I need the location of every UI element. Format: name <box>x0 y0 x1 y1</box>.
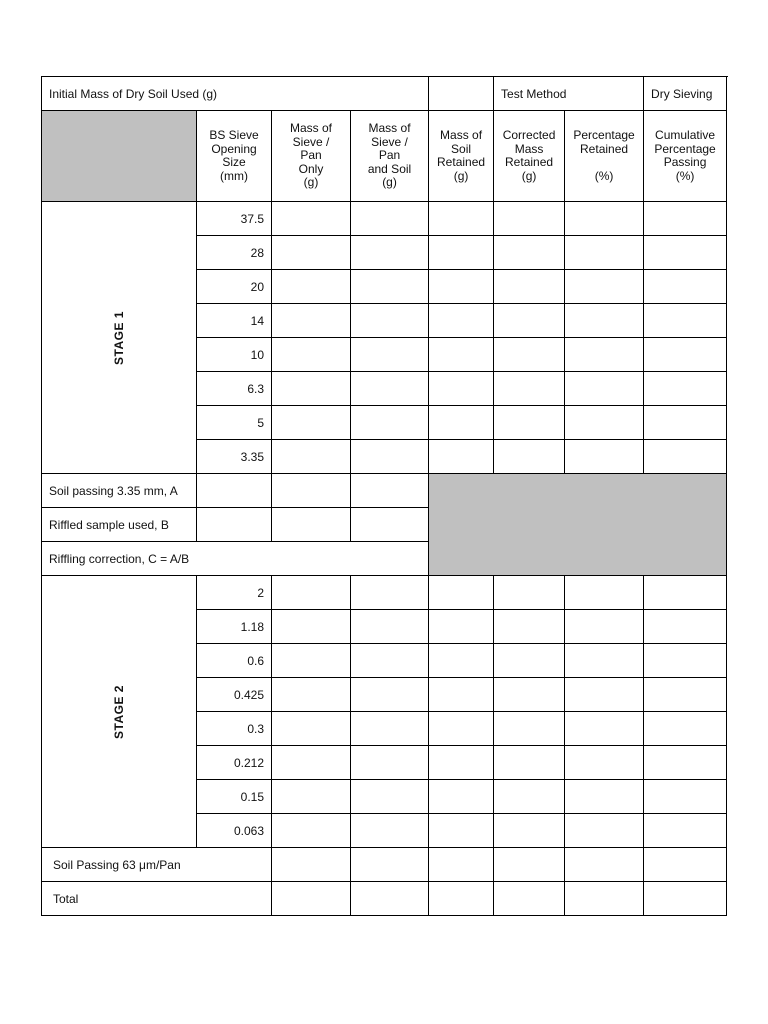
header-line: Cumulative <box>655 128 716 142</box>
entry-cell[interactable] <box>351 678 429 712</box>
entry-cell[interactable] <box>272 270 351 304</box>
header-line: Pan <box>378 148 401 163</box>
header-cum-pct-passing <box>644 111 727 202</box>
entry-cell[interactable] <box>351 338 429 372</box>
entry-cell[interactable] <box>351 304 429 338</box>
entry-cell[interactable] <box>565 678 644 712</box>
sieve-analysis-table <box>41 76 727 916</box>
header-line: Percentage <box>573 128 635 142</box>
header-line: (%) <box>675 168 695 183</box>
sieve-size-cell: 0.15 <box>197 780 272 814</box>
entry-cell[interactable] <box>429 780 494 814</box>
entry-cell[interactable] <box>644 882 727 916</box>
entry-cell[interactable] <box>351 848 429 882</box>
entry-cell[interactable] <box>197 474 272 508</box>
header-line: Size <box>222 155 246 169</box>
entry-cell[interactable] <box>429 338 494 372</box>
header-line: and Soil <box>367 161 412 176</box>
entry-cell[interactable] <box>494 406 565 440</box>
entry-cell[interactable] <box>494 644 565 678</box>
entry-cell[interactable] <box>644 372 727 406</box>
entry-cell[interactable] <box>351 474 429 508</box>
header-line: Mass of <box>289 121 332 136</box>
stage-1-label: STAGE 1 <box>112 310 126 365</box>
sieve-row <box>42 202 727 236</box>
header-mass-sieve-soil <box>351 111 429 202</box>
sieve-size-cell: 0.063 <box>197 814 272 848</box>
entry-cell[interactable] <box>429 236 494 270</box>
sieve-size-cell: 0.425 <box>197 678 272 712</box>
header-line: (mm) <box>220 168 248 183</box>
entry-cell[interactable] <box>494 576 565 610</box>
entry-cell[interactable] <box>429 304 494 338</box>
entry-cell[interactable] <box>429 882 494 916</box>
entry-cell[interactable] <box>351 712 429 746</box>
sieve-size-cell: 2 <box>197 576 272 610</box>
header-line: Retained <box>437 155 486 169</box>
entry-cell[interactable] <box>565 236 644 270</box>
entry-cell[interactable] <box>429 406 494 440</box>
header-line: Only <box>298 161 324 176</box>
entry-cell[interactable] <box>644 780 727 814</box>
entry-cell[interactable] <box>494 372 565 406</box>
entry-cell[interactable] <box>351 202 429 236</box>
entry-cell[interactable] <box>565 644 644 678</box>
header-blank-cell <box>42 111 197 202</box>
initial-mass-label: Initial Mass of Dry Soil Used (g) <box>42 77 429 111</box>
header-pct-retained <box>565 111 644 202</box>
sieve-size-cell: 0.212 <box>197 746 272 780</box>
sieve-size-cell: 5 <box>197 406 272 440</box>
soil-passing-label: Soil passing 3.35 mm, A <box>42 474 197 508</box>
soil-passing-pan-row <box>42 848 727 882</box>
entry-cell[interactable] <box>272 236 351 270</box>
column-header-row <box>42 111 727 202</box>
soil-passing-pan-label: Soil Passing 63 μm/Pan <box>42 848 272 882</box>
header-line: Retained <box>505 155 554 169</box>
entry-cell[interactable] <box>494 746 565 780</box>
info-row <box>42 77 727 111</box>
entry-cell[interactable] <box>644 678 727 712</box>
entry-cell[interactable] <box>272 848 351 882</box>
entry-cell[interactable] <box>644 338 727 372</box>
entry-cell[interactable] <box>565 372 644 406</box>
entry-cell[interactable] <box>644 848 727 882</box>
stage-1-label-cell <box>42 202 197 474</box>
sieve-size-cell: 37.5 <box>197 202 272 236</box>
entry-cell[interactable] <box>644 746 727 780</box>
entry-cell[interactable] <box>644 610 727 644</box>
header-line: (g) <box>521 168 537 183</box>
entry-cell[interactable] <box>494 814 565 848</box>
entry-cell[interactable] <box>272 304 351 338</box>
entry-cell[interactable] <box>429 712 494 746</box>
entry-cell[interactable] <box>351 440 429 474</box>
entry-cell[interactable] <box>272 372 351 406</box>
entry-cell[interactable] <box>272 814 351 848</box>
entry-cell[interactable] <box>565 712 644 746</box>
entry-cell[interactable] <box>272 882 351 916</box>
header-line: (g) <box>382 175 397 190</box>
initial-mass-value[interactable] <box>429 77 494 111</box>
header-line: Sieve / <box>292 134 330 149</box>
sieve-row <box>42 576 727 610</box>
entry-cell[interactable] <box>351 576 429 610</box>
header-line: Mass of <box>368 121 411 136</box>
header-line: Corrected <box>502 128 556 142</box>
entry-cell[interactable] <box>565 304 644 338</box>
header-line: (g) <box>303 175 319 190</box>
entry-cell[interactable] <box>272 440 351 474</box>
entry-cell[interactable] <box>494 236 565 270</box>
entry-cell[interactable] <box>272 746 351 780</box>
entry-cell[interactable] <box>494 712 565 746</box>
header-line: Passing <box>663 155 707 169</box>
entry-cell[interactable] <box>565 440 644 474</box>
header-line <box>565 156 643 170</box>
entry-cell[interactable] <box>351 610 429 644</box>
entry-cell[interactable] <box>351 406 429 440</box>
entry-cell[interactable] <box>351 814 429 848</box>
entry-cell[interactable] <box>565 576 644 610</box>
entry-cell[interactable] <box>272 202 351 236</box>
entry-cell[interactable] <box>565 270 644 304</box>
entry-cell[interactable] <box>351 270 429 304</box>
entry-cell[interactable] <box>429 202 494 236</box>
entry-cell[interactable] <box>351 780 429 814</box>
entry-cell[interactable] <box>272 338 351 372</box>
sieve-size-cell: 10 <box>197 338 272 372</box>
sieve-size-cell: 28 <box>197 236 272 270</box>
entry-cell[interactable] <box>494 882 565 916</box>
entry-cell[interactable] <box>644 270 727 304</box>
entry-cell[interactable] <box>272 508 351 542</box>
sieve-size-cell: 14 <box>197 304 272 338</box>
entry-cell[interactable] <box>272 780 351 814</box>
stage-2-label: STAGE 2 <box>112 684 126 739</box>
entry-cell[interactable] <box>351 882 429 916</box>
riffled-sample-label: Riffled sample used, B <box>42 508 197 542</box>
entry-cell[interactable] <box>272 474 351 508</box>
header-line: BS Sieve <box>209 128 259 142</box>
entry-cell[interactable] <box>644 644 727 678</box>
entry-cell[interactable] <box>494 780 565 814</box>
header-mass-retained <box>429 111 494 202</box>
entry-cell[interactable] <box>494 304 565 338</box>
entry-cell[interactable] <box>351 236 429 270</box>
header-line: (%) <box>594 168 614 183</box>
entry-cell[interactable] <box>272 610 351 644</box>
header-line: (g) <box>453 168 469 183</box>
grey-block <box>429 474 727 576</box>
entry-cell[interactable] <box>429 610 494 644</box>
total-row <box>42 882 727 916</box>
entry-cell[interactable] <box>351 746 429 780</box>
entry-cell[interactable] <box>429 746 494 780</box>
header-line: Mass of <box>440 128 483 142</box>
entry-cell[interactable] <box>494 338 565 372</box>
entry-cell[interactable] <box>272 644 351 678</box>
entry-cell[interactable] <box>565 406 644 440</box>
entry-cell[interactable] <box>644 304 727 338</box>
entry-cell[interactable] <box>429 270 494 304</box>
entry-cell[interactable] <box>565 338 644 372</box>
entry-cell[interactable] <box>565 814 644 848</box>
entry-cell[interactable] <box>494 848 565 882</box>
riffling-correction-label: Riffling correction, C = A/B <box>42 542 429 576</box>
entry-cell[interactable] <box>644 712 727 746</box>
header-line: Soil <box>451 141 472 156</box>
entry-cell[interactable] <box>351 644 429 678</box>
entry-cell[interactable] <box>565 746 644 780</box>
entry-cell[interactable] <box>351 372 429 406</box>
sieve-size-cell: 0.6 <box>197 644 272 678</box>
entry-cell[interactable] <box>272 576 351 610</box>
entry-cell[interactable] <box>429 848 494 882</box>
entry-cell[interactable] <box>644 406 727 440</box>
entry-cell[interactable] <box>644 576 727 610</box>
entry-cell[interactable] <box>494 202 565 236</box>
entry-cell[interactable] <box>272 406 351 440</box>
entry-cell[interactable] <box>429 678 494 712</box>
header-corrected-mass <box>494 111 565 202</box>
entry-cell[interactable] <box>644 236 727 270</box>
entry-cell[interactable] <box>494 678 565 712</box>
stage-2-label-cell <box>42 576 197 848</box>
sieve-size-cell: 6.3 <box>197 372 272 406</box>
header-line: Sieve / <box>371 134 408 149</box>
entry-cell[interactable] <box>644 202 727 236</box>
sieve-size-cell: 0.3 <box>197 712 272 746</box>
entry-cell[interactable] <box>565 202 644 236</box>
sieve-size-cell: 3.35 <box>197 440 272 474</box>
entry-cell[interactable] <box>272 712 351 746</box>
entry-cell[interactable] <box>272 678 351 712</box>
entry-cell[interactable] <box>565 610 644 644</box>
total-label: Total <box>42 882 272 916</box>
header-line: Percentage <box>654 141 716 156</box>
soil-passing-row <box>42 474 727 508</box>
entry-cell[interactable] <box>429 576 494 610</box>
entry-cell[interactable] <box>644 440 727 474</box>
entry-cell[interactable] <box>429 814 494 848</box>
header-line: Retained <box>580 141 629 156</box>
entry-cell[interactable] <box>351 508 429 542</box>
test-method-label: Test Method <box>494 77 644 111</box>
header-mass-sieve-only <box>272 111 351 202</box>
entry-cell[interactable] <box>197 508 272 542</box>
entry-cell[interactable] <box>494 270 565 304</box>
header-line: Mass <box>514 141 544 156</box>
entry-cell[interactable] <box>429 440 494 474</box>
entry-cell[interactable] <box>565 848 644 882</box>
entry-cell[interactable] <box>494 610 565 644</box>
entry-cell[interactable] <box>429 644 494 678</box>
entry-cell[interactable] <box>644 814 727 848</box>
entry-cell[interactable] <box>494 440 565 474</box>
sieve-size-cell: 1.18 <box>197 610 272 644</box>
header-line: Opening <box>211 141 257 156</box>
sieve-size-cell: 20 <box>197 270 272 304</box>
entry-cell[interactable] <box>565 780 644 814</box>
header-sieve-size <box>197 111 272 202</box>
entry-cell[interactable] <box>565 882 644 916</box>
entry-cell[interactable] <box>429 372 494 406</box>
test-method-value: Dry Sieving <box>644 77 727 111</box>
header-line: Pan <box>300 148 322 163</box>
